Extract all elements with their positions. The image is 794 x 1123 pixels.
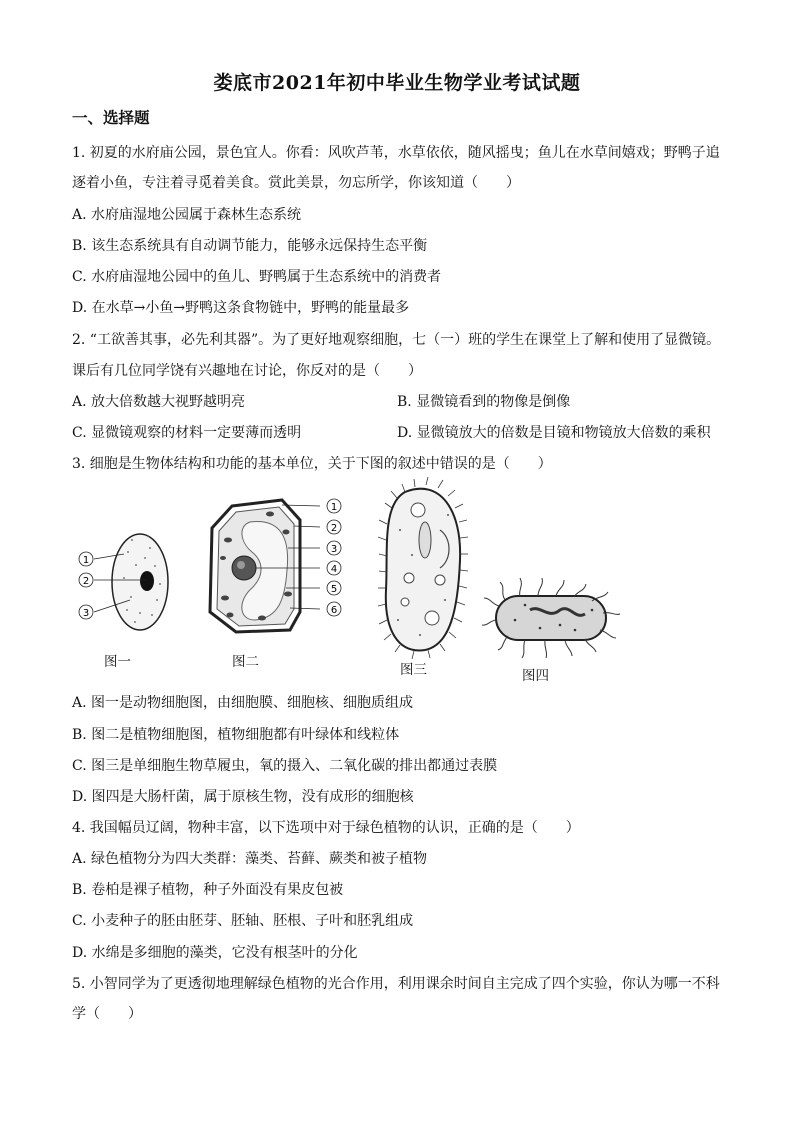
section-heading: 一、选择题	[72, 108, 150, 127]
q3-option-a: A. 图一是动物细胞图，由细胞膜、细胞核、细胞质组成	[72, 695, 414, 711]
q4-option-c: C. 小麦种子的胚由胚芽、胚轴、胚根、子叶和胚乳组成	[72, 913, 414, 929]
q2-stem-line2: 课后有几位同学饶有兴趣地在讨论，你反对的是（ ）	[72, 363, 422, 379]
q5-stem-line2: 学（ ）	[72, 1006, 142, 1022]
q3-figure	[0, 470, 794, 685]
q3-stem: 3. 细胞是生物体结构和功能的基本单位，关于下图的叙述中错误的是（ ）	[72, 456, 552, 472]
svg-text:5: 5	[330, 584, 338, 595]
q1-option-b: B. 该生态系统具有自动调节能力，能够永远保持生态平衡	[72, 238, 428, 254]
q2-option-d: D. 显微镜放大的倍数是目镜和物镜放大倍数的乘积	[397, 425, 711, 441]
q1-option-c: C. 水府庙湿地公园中的鱼儿、野鸭属于生态系统中的消费者	[72, 269, 442, 285]
q4-stem: 4. 我国幅员辽阔，物种丰富，以下选项中对于绿色植物的认识，正确的是（ ）	[72, 820, 580, 836]
fig4-caption: 图四	[522, 668, 549, 684]
svg-text:1: 1	[330, 502, 338, 513]
q2-option-a: A. 放大倍数越大视野越明亮	[72, 394, 246, 410]
q4-option-d: D. 水绵是多细胞的藻类，它没有根茎叶的分化	[72, 945, 358, 961]
q4-option-a: A. 绿色植物分为四大类群：藻类、苔藓、蕨类和被子植物	[72, 851, 428, 867]
plant-cell-figure	[210, 499, 341, 632]
svg-text:6: 6	[330, 605, 338, 616]
q3-option-c: C. 图三是单细胞生物草履虫，氧的摄入、二氧化碳的排出都通过表膜	[72, 758, 498, 774]
q3-option-d: D. 图四是大肠杆菌，属于原核生物，没有成形的细胞核	[72, 789, 414, 805]
svg-text:3: 3	[82, 608, 90, 619]
svg-text:2: 2	[330, 523, 338, 534]
svg-text:2: 2	[82, 576, 90, 587]
q1-stem-line1: 1. 初夏的水府庙公园，景色宜人。你看：风吹芦苇，水草依依，随风摇曳；鱼儿在水草间嬉戏；野鸭子追	[72, 145, 720, 161]
q1-stem-line2: 逐着小鱼，专注着寻觅着美食。赏此美景，勿忘所学，你该知道（ ）	[72, 175, 520, 191]
svg-text:3: 3	[330, 544, 338, 555]
q3-option-b: B. 图二是植物细胞图，植物细胞都有叶绿体和线粒体	[72, 727, 400, 743]
svg-text:1: 1	[82, 555, 90, 566]
fig2-caption: 图二	[232, 654, 259, 670]
svg-text:4: 4	[330, 564, 338, 575]
animal-cell-figure	[79, 534, 168, 630]
page-title: 娄底市2021年初中毕业生物学业考试试题	[213, 72, 581, 94]
q1-option-d: D. 在水草→小鱼→野鸭这条食物链中，野鸭的能量最多	[72, 300, 410, 316]
q4-option-b: B. 卷柏是裸子植物，种子外面没有果皮包被	[72, 882, 344, 898]
q2-option-b: B. 显微镜看到的物像是倒像	[397, 394, 571, 410]
paramecium-figure	[378, 477, 468, 659]
q2-stem-line1: 2. “工欲善其事，必先利其器”。为了更好地观察细胞，七（一）班的学生在课堂上了解和使用了显微镜。	[72, 332, 721, 348]
bacterium-figure	[482, 578, 620, 658]
q1-option-a: A. 水府庙湿地公园属于森林生态系统	[72, 207, 302, 223]
fig1-caption: 图一	[104, 654, 131, 670]
fig3-caption: 图三	[400, 662, 427, 678]
q2-option-c: C. 显微镜观察的材料一定要薄而透明	[72, 425, 302, 441]
q5-stem-line1: 5. 小智同学为了更透彻地理解绿色植物的光合作用，利用课余时间自主完成了四个实验，你认为哪一不科	[72, 976, 720, 992]
